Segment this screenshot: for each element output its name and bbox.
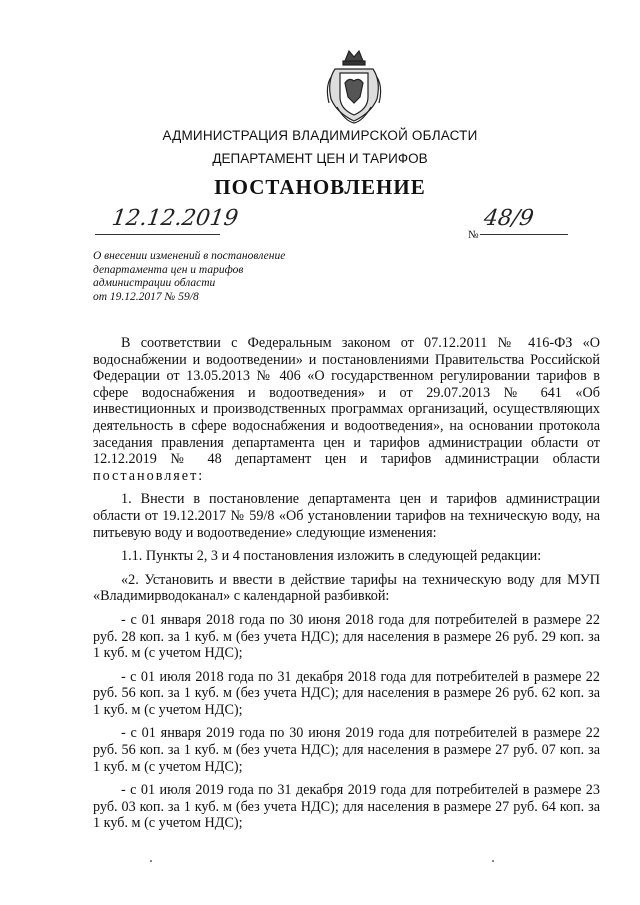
tariff-period-4: - с 01 июля 2019 года по 31 декабря 2019 года для потребителей в размере 23 руб. 03 коп. за 1 куб. м (без учета НДС); для населения в размере 27 руб. 64 коп. за 1 куб. м (с учетом НДС); (93, 782, 600, 832)
number-underline (480, 234, 568, 235)
scan-mark (150, 860, 152, 862)
subject-line: О внесении изменений в постановление (93, 250, 286, 262)
tariff-period-2: - с 01 июля 2018 года по 31 декабря 2018 года для потребителей в размере 22 руб. 56 коп. за 1 куб. м (без учета НДС); для населения в размере 26 руб. 62 коп. за 1 куб. м (с учетом НДС); (93, 668, 600, 718)
item-1: 1. Внести в постановление департамента цен и тарифов администрации области от 19.12.2017 № 59/8 «Об установлении тарифов на техническую воду, на питьевую воду и водоотведение» следующие изменения: (93, 491, 600, 541)
administration-heading: АДМИНИСТРАЦИЯ ВЛАДИМИРСКОЙ ОБЛАСТИ (162, 128, 478, 143)
document-body (93, 335, 600, 832)
date-underline (95, 234, 220, 235)
preamble-text: В соответствии с Федеральным законом от 07.12.2011 № 416-ФЗ «О водоснабжении и водоотведении» и постановлениями Правительства Российской Федерации от 13.05.2013 № 406 «О государственном регулировании тарифов в сфере водоснабжения и водоотведения» и от 29.07.2013 № 641 «Об инвестиционных и производственных программах организаций, осуществляющих деятельность в сфере водоснабжения и водоотведения», на основании протокола заседания правления департамента цен и тарифов администрации области от 12.12.2019 № 48 департамент цен и тарифов администрации области (93, 335, 600, 468)
tariff-period-1: - с 01 января 2018 года по 30 июня 2018 года для потребителей в размере 22 руб. 28 коп. за 1 куб. м (без учета НДС); для населения в размере 26 руб. 29 коп. за 1 куб. м (с учетом НДС); (93, 611, 600, 662)
item-1-1: 1.1. Пункты 2, 3 и 4 постановления изложить в следующей редакции: (121, 548, 542, 565)
document-date: 12.12.2019 (110, 206, 240, 231)
department-heading: ДЕПАРТАМЕНТ ЦЕН И ТАРИФОВ (212, 151, 428, 166)
subject-line: администрации области (93, 277, 216, 289)
document-number: 48/9 (482, 206, 536, 231)
subject-line: департамента цен и тарифов (93, 263, 244, 276)
document-title: ПОСТАНОВЛЕНИЕ (214, 175, 426, 199)
resolves-keyword: постановляет: (93, 467, 205, 484)
coat-of-arms-emblem (323, 47, 385, 125)
subject-line: от 19.12.2017 № 59/8 (93, 290, 199, 303)
scan-mark (492, 860, 494, 862)
number-sign: № (468, 229, 479, 241)
item-2: «2. Установить и ввести в действие тарифы на техническую воду для МУП «Владимирводоканал» с календарной разбивкой: (93, 571, 600, 605)
preamble-paragraph (93, 335, 600, 484)
tariff-period-3: - с 01 января 2019 года по 30 июня 2019 года для потребителей в размере 22 руб. 56 коп. за 1 куб. м (без учета НДС); для населения в размере 27 руб. 07 коп. за 1 куб. м (с учетом НДС); (93, 725, 600, 775)
document-subject (93, 250, 285, 304)
